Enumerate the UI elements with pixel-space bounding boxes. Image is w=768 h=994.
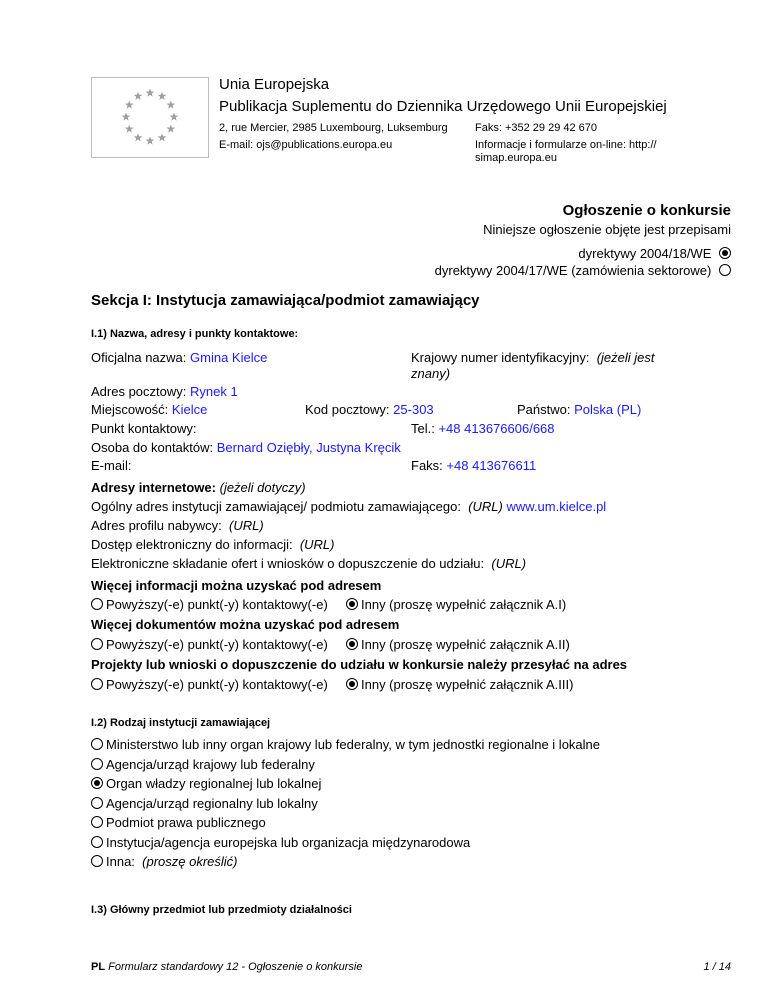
directive-2004-18-radio[interactable] <box>719 247 731 259</box>
star-icon <box>134 92 143 100</box>
eu-flag-stars-icon <box>92 78 208 157</box>
general-address: Ogólny adres instytucji zamawiającej/ podmiotu zamawiającego: (URL) www.um.kielce.pl <box>91 499 607 514</box>
header-online-2: simap.europa.eu <box>475 152 557 164</box>
star-icon <box>167 125 176 133</box>
contact-point-label: Punkt kontaktowy: <box>91 421 197 436</box>
radio-button-selected[interactable] <box>91 777 103 789</box>
section1-title: Sekcja I: Instytucja zamawiająca/podmiot zamawiający <box>91 292 480 309</box>
official-name: Oficjalna nazwa: Gmina Kielce <box>91 350 268 365</box>
footer <box>91 960 362 974</box>
official-name-value: Gmina Kielce <box>190 350 268 365</box>
other-hint: (proszę określić) <box>134 854 238 869</box>
authority-type-label: Organ władzy regionalnej lub lokalnej <box>106 776 322 791</box>
postal-address: Adres pocztowy: Rynek 1 <box>91 384 238 399</box>
general-address-link[interactable]: www.um.kielce.pl <box>506 499 607 514</box>
directive-2004-17-radio[interactable] <box>719 264 731 276</box>
radio-button[interactable] <box>91 816 103 828</box>
footer-lang: PL <box>91 961 106 973</box>
city: Miejscowość: Kielce <box>91 402 208 417</box>
electronic-submission: Elektroniczne składanie ofert i wniosków o dopuszczenie do udziału: (URL) <box>91 556 527 571</box>
fax: Faks: +48 413676611 <box>411 458 537 473</box>
directive-2004-18[interactable] <box>578 246 731 262</box>
directive-2004-17[interactable] <box>435 263 731 279</box>
country: Państwo: Polska (PL) <box>517 402 642 417</box>
radio-button[interactable] <box>91 598 103 610</box>
star-icon <box>122 113 131 121</box>
send-to-above-option[interactable]: Powyższy(-e) punkt(-y) kontaktowy(-e) <box>91 677 328 693</box>
notice-title: Ogłoszenie o konkursie <box>562 202 731 219</box>
authority-type-label: Inna: <box>106 854 135 869</box>
header-online-1: Informacje i formularze on-line: http:// <box>475 139 657 151</box>
radio-button[interactable] <box>91 758 103 770</box>
star-icon <box>158 92 167 100</box>
star-icon <box>146 137 155 145</box>
star-icon <box>125 101 134 109</box>
i1-title: I.1) Nazwa, adresy i punkty kontaktowe: <box>91 328 299 340</box>
header-address: 2, rue Mercier, 2985 Luxembourg, Luksemburg <box>219 122 448 134</box>
authority-type-option[interactable] <box>91 815 266 831</box>
more-info-other-option[interactable]: Inny (proszę wypełnić załącznik A.I) <box>346 597 566 613</box>
radio-button[interactable] <box>91 797 103 809</box>
internet-addresses-title: Adresy internetowe: (jeżeli dotyczy) <box>91 480 306 495</box>
more-info-above-option[interactable]: Powyższy(-e) punkt(-y) kontaktowy(-e) <box>91 597 328 613</box>
authority-type-option[interactable] <box>91 835 470 851</box>
star-icon <box>125 125 134 133</box>
national-id: Krajowy numer identyfikacyjny: (jeżeli jest znany) <box>411 350 655 381</box>
directive-2004-18-label: dyrektywy 2004/18/WE <box>578 246 712 261</box>
authority-type-option[interactable] <box>91 776 321 792</box>
notice-subtitle: Niniejsze ogłoszenie objęte jest przepisami <box>483 222 731 237</box>
authority-type-option[interactable] <box>91 737 600 753</box>
page-number: 1 / 14 <box>703 961 731 973</box>
postcode: Kod pocztowy: 25-303 <box>305 402 434 417</box>
header-fax: Faks: +352 29 29 42 670 <box>475 122 598 134</box>
more-docs-title: Więcej dokumentów można uzyskać pod adresem <box>91 617 400 632</box>
header-org: Unia Europejska <box>219 76 330 93</box>
telephone: Tel.: +48 413676606/668 <box>411 421 555 436</box>
more-docs-other-option[interactable]: Inny (proszę wypełnić załącznik A.II) <box>346 637 570 653</box>
more-docs-above-option[interactable]: Powyższy(-e) punkt(-y) kontaktowy(-e) <box>91 637 328 653</box>
authority-type-label: Instytucja/agencja europejska lub organizacja międzynarodowa <box>106 834 471 850</box>
authority-type-option[interactable] <box>91 854 238 870</box>
more-info-title: Więcej informacji można uzyskać pod adresem <box>91 578 382 593</box>
star-icon <box>158 133 167 141</box>
radio-button[interactable] <box>91 638 103 650</box>
i3-title: I.3) Główny przedmiot lub przedmioty działalności <box>91 904 352 916</box>
contact-person: Osoba do kontaktów: Bernard Oziębły, Justyna Kręcik <box>91 440 401 455</box>
authority-type-label: Ministerstwo lub inny organ krajowy lub federalny, w tym jednostki regionalne i lokalne <box>106 737 600 752</box>
radio-button[interactable] <box>91 855 103 867</box>
authority-type-label: Podmiot prawa publicznego <box>106 815 266 830</box>
i2-title: I.2) Rodzaj instytucji zamawiającej <box>91 717 271 729</box>
authority-type-option[interactable] <box>91 757 315 773</box>
email-label: E-mail: <box>91 458 132 473</box>
eu-logo <box>91 77 209 158</box>
star-icon <box>170 113 179 121</box>
header-publication: Publikacja Suplementu do Dziennika Urzędowego Unii Europejskiej <box>219 98 667 115</box>
electronic-access: Dostęp elektroniczny do informacji: (URL) <box>91 537 335 552</box>
star-icon <box>167 101 176 109</box>
authority-type-label: Agencja/urząd krajowy lub federalny <box>106 756 315 772</box>
authority-type-option[interactable] <box>91 796 318 812</box>
header-email: E-mail: ojs@publications.europa.eu <box>219 139 393 151</box>
radio-button-selected[interactable] <box>346 598 358 610</box>
star-icon <box>146 89 155 97</box>
radio-button-selected[interactable] <box>346 678 358 690</box>
star-icon <box>134 133 143 141</box>
authority-type-label: Agencja/urząd regionalny lub lokalny <box>106 795 318 811</box>
buyer-profile: Adres profilu nabywcy: (URL) <box>91 518 264 533</box>
radio-button-selected[interactable] <box>346 638 358 650</box>
send-to-other-option[interactable]: Inny (proszę wypełnić załącznik A.III) <box>346 677 573 693</box>
directive-2004-17-label: dyrektywy 2004/17/WE (zamówienia sektorowe) <box>434 263 712 278</box>
radio-button[interactable] <box>91 678 103 690</box>
radio-button[interactable] <box>91 836 103 848</box>
footer-form: Formularz standardowy 12 - Ogłoszenie o konkursie <box>108 961 363 973</box>
send-to-title: Projekty lub wnioski o dopuszczenie do udziału w konkursie należy przesyłać na adres <box>91 657 628 672</box>
radio-button[interactable] <box>91 738 103 750</box>
